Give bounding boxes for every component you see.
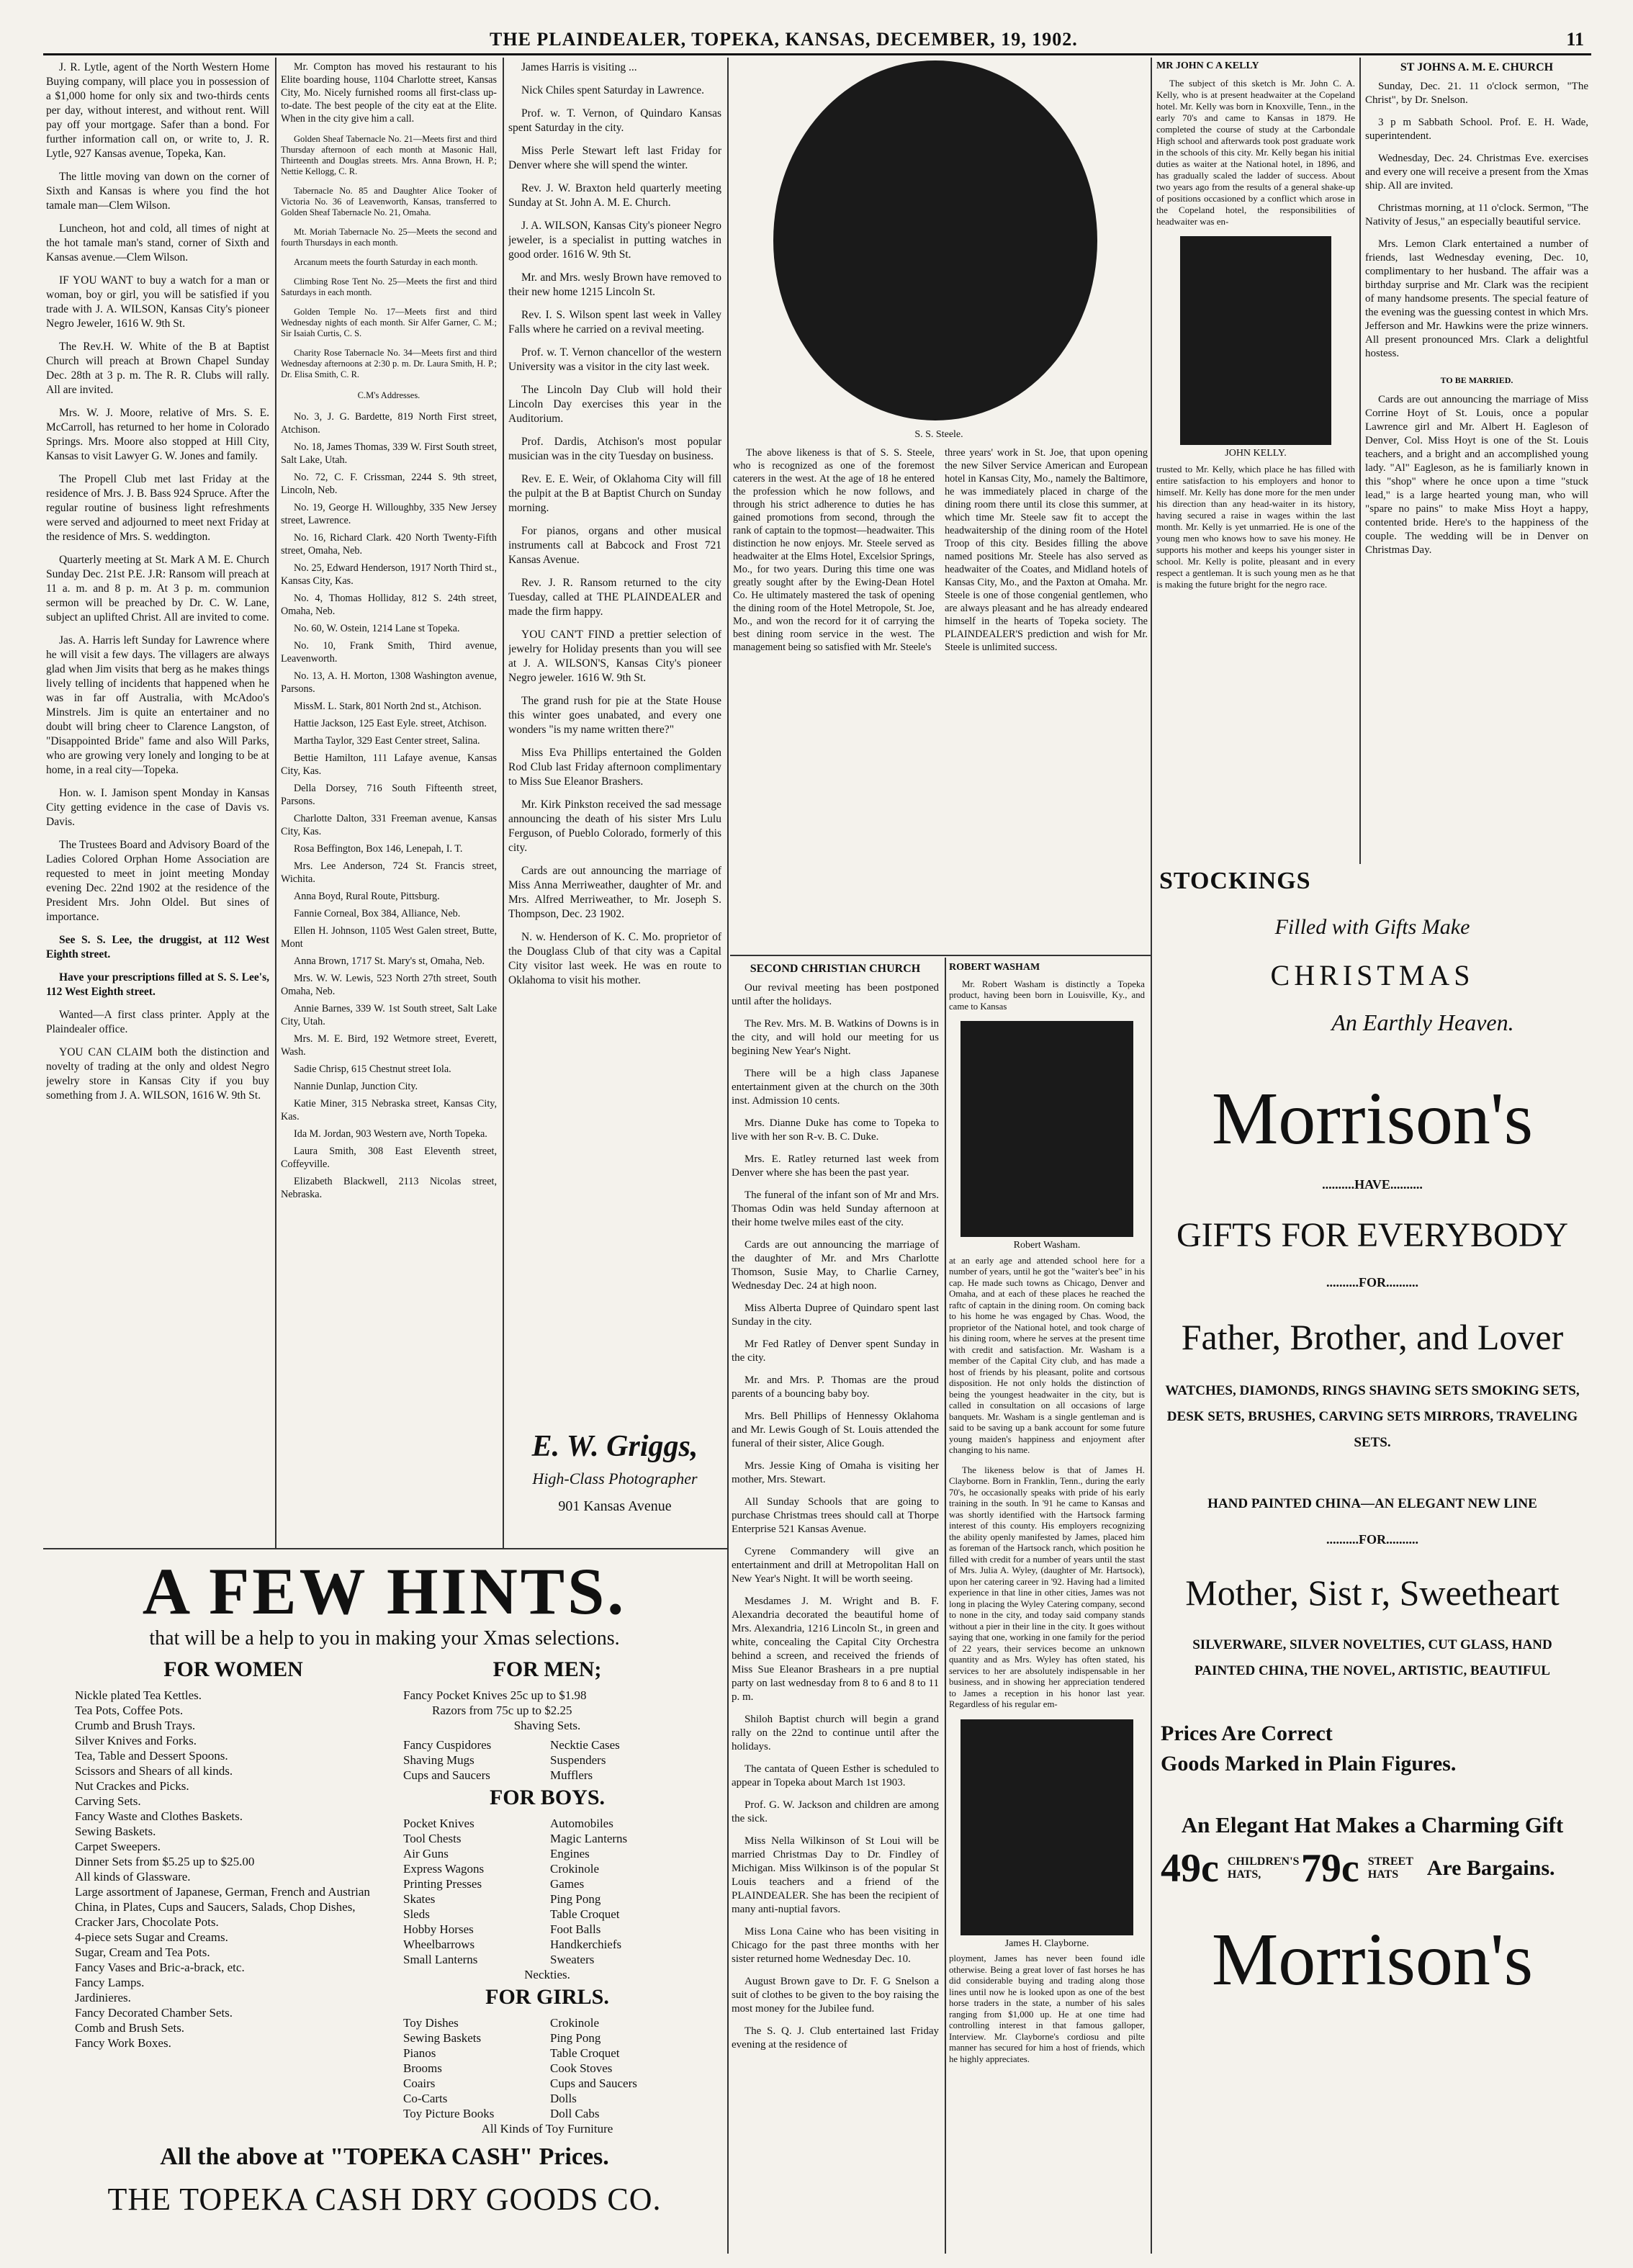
item: Hobby Horses bbox=[403, 1922, 474, 1936]
item: Silver Knives and Forks. bbox=[75, 1734, 197, 1747]
item: Shaving Sets. bbox=[513, 1719, 581, 1732]
steele-caption-box bbox=[730, 426, 1148, 444]
news-item: Have your prescriptions filled at S. S. Lee's, 112 West Eighth street. bbox=[46, 971, 269, 998]
ad-have: ..........HAVE.......... bbox=[1322, 1177, 1423, 1192]
washam-portrait bbox=[961, 1021, 1133, 1237]
news-item: Mesdames J. M. Wright and B. F. Alexandria decorated the beautiful home of Mrs. Alexandria, 1216 Lincoln St., in green and white, concealing the Capital City Orchestra behind a screen, and received the friends of Miss Sue Eleanor Brashears in a pre nuptial party on last wednesday from 8 to 6 and 8 to 11 p. m. bbox=[732, 1596, 939, 1703]
item: Pocket Knives bbox=[403, 1817, 474, 1830]
ad-family-1: Father, Brother, and Lover bbox=[1181, 1317, 1564, 1357]
ad-label-1: CHILDREN'S HATS, bbox=[1227, 1855, 1300, 1881]
item: Coairs bbox=[403, 2076, 436, 2090]
item: All Kinds of Toy Furniture bbox=[481, 2122, 613, 2136]
news-item: The Trustees Board and Advisory Board of the Ladies Colored Orphan Home Association are requested to meet in joint meeting Monday evening Dec. 22nd 1902 at the residence of the President Mrs. John Oldel. But sines of importance. bbox=[46, 839, 269, 923]
lodge-notice: Charity Rose Tabernacle No. 34—Meets first and third Wednesday afternoons at 2:30 p. m. Dr. Laura Smith, H. P.; Dr. Elisa Smith, C. R. bbox=[281, 348, 497, 379]
item: Dolls bbox=[550, 2092, 577, 2105]
item: Carving Sets. bbox=[75, 1794, 141, 1808]
item: Pianos bbox=[403, 2046, 436, 2060]
ad-christmas: CHRISTMAS bbox=[1270, 959, 1475, 991]
news-item: Prof. Dardis, Atchison's most popular musician was in the city Tuesday on business. bbox=[508, 436, 721, 462]
item: Handkerchiefs bbox=[550, 1938, 622, 1951]
hints-footer: All the above at "TOPEKA CASH" Prices. bbox=[160, 2143, 609, 2170]
hints-columns bbox=[46, 1655, 723, 2136]
item: Tea Pots, Coffee Pots. bbox=[75, 1704, 184, 1717]
kelly-portrait bbox=[1180, 236, 1331, 445]
address-entry: Elizabeth Blackwell, 2113 Nicolas street, Nebraska. bbox=[281, 1176, 497, 1200]
address-entry: No. 18, James Thomas, 339 W. First South street, Salt Lake, Utah. bbox=[281, 441, 497, 466]
hints-title: A FEW HINTS. bbox=[142, 1555, 627, 1628]
few-hints-ad bbox=[46, 1555, 723, 2246]
column-3 bbox=[508, 60, 721, 1421]
kelly-tail: trusted to Mr. Kelly, which place he has filled with entire satisfaction to his employers and honor to himself. Mr. Kelly has done more for the men under his direction than any head-waiter in its history, having secured a raise in wages within the last month. Mr. Kelly is yet unmarried. He is one of the young men who knows how to save his money. He supports his mother and keeps his younger sister in school. Mr. Kelly is polite, pleasant and in every respect a gentleman. It is such young men as he that is making the future bright for the negro race. bbox=[1156, 464, 1355, 590]
item: Fancy Lamps. bbox=[75, 1976, 145, 1989]
address-entry: Mrs. Lee Anderson, 724 St. Francis street, Wichita. bbox=[281, 860, 497, 885]
column-rule bbox=[503, 58, 504, 1548]
news-item: Christmas morning, at 11 o'clock. Sermon, "The Nativity of Jesus," an especially beautiful service. bbox=[1365, 202, 1588, 228]
column-rule bbox=[1359, 58, 1361, 864]
lodge-notice: Tabernacle No. 85 and Daughter Alice Tooker of Victoria No. 36 of Leavenworth, Kansas, transferred to Golden Sheaf Tabernacle No. 21, Omaha. bbox=[281, 186, 497, 217]
news-item: The Propell Club met last Friday at the residence of Mrs. J. B. Bass 924 Spruce. After the regular routine of business light refreshments were served and adjourned to meet next Friday at the residence of Mrs. S. weddington. bbox=[46, 473, 269, 543]
news-item: YOU CAN'T FIND a prettier selection of jewelry for Holiday presents than you will see at J. A. WILSON'S, Kansas City's pioneer Negro jeweler. 1616 W. 9th St. bbox=[508, 629, 721, 684]
item: Air Guns bbox=[403, 1847, 449, 1860]
item: All kinds of Glassware. bbox=[75, 1870, 191, 1884]
ad-family-2: Mother, Sist r, Sweetheart bbox=[1185, 1572, 1560, 1613]
news-item: Rev. I. S. Wilson spent last week in Valley Falls where he carried on a revival meeting. bbox=[508, 309, 721, 336]
kelly-paragraph: The subject of this sketch is Mr. John C. A. Kelly, who is at present headwaiter at the Copeland hotel. Mr. Kelly was born in Knoxville, Tenn., in the early 70's and came to Kansas in 1879. He completed the course of study at the Carbondale High school and afterwards took post graduate work in the schools of this city. Mr. Kelly began his initial duties as waiter at the National hotel, in 1896, and has gradually scaled the ladder of success. About two years ago from the results of a general shake-up of positions occasioned by a conflict which arose in the Copeland hotel, the responsibilities of headwaiter was en- bbox=[1156, 78, 1355, 227]
address-entry: Nannie Dunlap, Junction City. bbox=[294, 1081, 418, 1092]
hints-men-heading: FOR MEN; bbox=[492, 1657, 602, 1681]
morrisons-ad bbox=[1156, 868, 1588, 2250]
news-item: The little moving van down on the corner of Sixth and Kansas is where you find the hot tamale man—Clem Wilson. bbox=[46, 171, 269, 212]
ad-price-1: 49c bbox=[1161, 1846, 1219, 1891]
item: Sewing Baskets bbox=[403, 2031, 482, 2045]
hints-girls-heading: FOR GIRLS. bbox=[485, 1985, 609, 2009]
steele-portrait bbox=[773, 60, 1097, 420]
news-item: Sunday, Dec. 21. 11 o'clock sermon, "The Christ", by Dr. Snelson. bbox=[1365, 81, 1588, 106]
news-item: 3 p m Sabbath School. Prof. E. H. Wade, superintendent. bbox=[1365, 117, 1588, 142]
address-entry: No. 13, A. H. Morton, 1308 Washington avenue, Parsons. bbox=[281, 670, 497, 695]
news-item: Our revival meeting has been postponed until after the holidays. bbox=[732, 982, 939, 1007]
news-item: See S. S. Lee, the druggist, at 112 West Eighth street. bbox=[46, 934, 269, 960]
news-item: Cards are out announcing the marriage of Miss Corrine Hoyt of St. Louis, once a popular Lawrence girl and Mr. Albert H. Eagleson of Denver, Col. Miss Hoyt is one of the St. Louis teachers, and a bright and an accomplished young lady. "Al" Eagleson, as he is familiarly known in this "shop" where he once upon a time "stuck lead," is a large hearted young man, who will "spare no pains" to make Miss Hoyt a happy, contented bride. Here's to the happiness of the couple. The wedding will be in Denver on Christmas Day. bbox=[1365, 394, 1588, 556]
ad-bargains: Are Bargains. bbox=[1426, 1856, 1555, 1880]
lodge-notice: Mt. Moriah Tabernacle No. 25—Meets the second and fourth Thursdays in each month. bbox=[281, 227, 497, 248]
ad-label-2: STREET HATS bbox=[1367, 1855, 1413, 1881]
item: Shaving Mugs bbox=[403, 1753, 474, 1767]
address-entry: Sadie Chrisp, 615 Chestnut street Iola. bbox=[294, 1063, 451, 1075]
item: 4-piece sets Sugar and Creams. bbox=[75, 1930, 228, 1944]
news-item: Rev. E. E. Weir, of Oklahoma City will fill the pulpit at the B at Baptist Church on Sunday morning. bbox=[508, 473, 721, 514]
item: Tea, Table and Dessert Spoons. bbox=[75, 1749, 228, 1763]
ad-items-1: WATCHES, DIAMONDS, RINGS SHAVING SETS SMOKING SETS, DESK SETS, BRUSHES, CARVING SETS MIRRORS, TRAVELING SETS. bbox=[1165, 1383, 1580, 1450]
news-item: J. R. Lytle, agent of the North Western Home Buying company, will place you in possession of a $1,000 home for only six and two-thirds cents per day, without interest, and without rent. Will pay off your mortgage. Safer than a bond. For further information call on, or write to, J. R. Lytle, 927 Kansas avenue, Topeka, Kan. bbox=[46, 61, 269, 160]
page-number: 11 bbox=[1566, 29, 1584, 50]
griggs-line: High-Class Photographer bbox=[532, 1470, 698, 1488]
address-entry: Ellen H. Johnson, 1105 West Galen street, Butte, Mont bbox=[281, 925, 497, 950]
item: Fancy Waste and Clothes Baskets. bbox=[75, 1809, 243, 1823]
address-entry: Mrs. W. W. Lewis, 523 North 27th street, South Omaha, Neb. bbox=[281, 973, 497, 997]
address-entry: MissM. L. Stark, 801 North 2nd st., Atchison. bbox=[294, 701, 482, 712]
item: Express Wagons bbox=[403, 1862, 485, 1876]
address-list bbox=[281, 410, 497, 1201]
girls-grid bbox=[403, 2015, 691, 2121]
boys-grid bbox=[403, 1816, 691, 1967]
news-item: August Brown gave to Dr. F. G Snelson a suit of clothes to be given to the boy raising the most money for the Jubilee fund. bbox=[732, 1976, 939, 2015]
griggs-address: 901 Kansas Avenue bbox=[558, 1498, 672, 1514]
ad-price-row bbox=[1161, 1845, 1588, 1891]
married-heading: TO BE MARRIED. bbox=[1440, 375, 1513, 385]
news-item: Quarterly meeting at St. Mark A M. E. Church Sunday Dec. 21st P.E. J.R: Ransom will preach at 11 a. m. and 8 p. m. At 3 p. m. communion sermon will be preached by Dr. C. W. Lane, subject an uplifted Christ. All are invited to come. bbox=[46, 554, 269, 624]
item: Fancy Cuspidores bbox=[403, 1738, 492, 1752]
item: Doll Cabs bbox=[550, 2107, 600, 2120]
item: Foot Balls bbox=[550, 1922, 601, 1936]
item: Magic Lanterns bbox=[550, 1832, 628, 1845]
news-item: There will be a high class Japanese entertainment given at the church on the 30th inst. Admission 10 cents. bbox=[732, 1068, 939, 1107]
hints-store: THE TOPEKA CASH DRY GOODS CO. bbox=[107, 2182, 662, 2217]
column-2 bbox=[281, 60, 497, 1544]
item: Engines bbox=[550, 1847, 590, 1860]
washam-intro: Mr. Robert Washam is distinctly a Topeka product, having been born in Louisville, Ky., and came to Kansas bbox=[949, 978, 1145, 1012]
news-item: Cyrene Commandery will give an entertainment and drill at Metropolitan Hall on New Year's Night. It will be worth seeing. bbox=[732, 1546, 939, 1585]
item: Skates bbox=[403, 1892, 436, 1906]
ad-filled: Filled with Gifts Make bbox=[1274, 915, 1470, 939]
item: Crumb and Brush Trays. bbox=[75, 1719, 196, 1732]
address-entry: Ida M. Jordan, 903 Western ave, North Topeka. bbox=[294, 1128, 487, 1140]
item: Sweaters bbox=[550, 1953, 595, 1966]
news-item: IF YOU WANT to buy a watch for a man or woman, boy or girl, you will be satisfied if you trade with J. A. WILSON, Kansas City's pioneer Negro Jeweler, 1616 W. 9th St. bbox=[46, 274, 269, 330]
address-entry: No. 25, Edward Henderson, 1917 North Third st., Kansas City, Kas. bbox=[281, 562, 497, 587]
item: Razors from 75c up to $2.25 bbox=[432, 1704, 572, 1717]
news-item: For pianos, organs and other musical instruments call at Babcock and Frost 721 Kansas Avenue. bbox=[508, 525, 721, 566]
news-item: Miss Lona Caine who has been visiting in Chicago for the past three months with her sister returned home Wednesday Dec. 10. bbox=[732, 1926, 939, 1965]
news-item: N. w. Henderson of K. C. Mo. proprietor of the Douglass Club of that city was a Capital City visitor last week. He was en route to Oklahoma to visit his mother. bbox=[508, 931, 721, 986]
section-rule bbox=[730, 955, 1151, 956]
item: Cups and Saucers bbox=[550, 2076, 637, 2090]
item: Necktie Cases bbox=[550, 1738, 620, 1752]
news-item: Mr. and Mrs. P. Thomas are the proud parents of a bouncing baby boy. bbox=[732, 1374, 939, 1400]
item: Crokinole bbox=[550, 2016, 599, 2030]
address-entry: No. 16, Richard Clark. 420 North Twenty-Fifth street, Omaha, Neb. bbox=[281, 532, 497, 557]
ad-heaven: An Earthly Heaven. bbox=[1331, 1009, 1514, 1035]
news-item: The Rev. Mrs. M. B. Watkins of Downs is in the city, and will hold our meeting for us begining New Year's Night. bbox=[732, 1018, 939, 1057]
addresses-heading: C.M's Addresses. bbox=[357, 390, 420, 400]
column-rule bbox=[1151, 58, 1152, 2254]
news-item: Cards are out announcing the marriage of the daughter of Mr. and Mrs Charlotte Thomson, Susie May, to Charlie Carney, Wednesday Dec. 24 at high noon. bbox=[732, 1239, 939, 1292]
masthead-title: THE PLAINDEALER, TOPEKA, KANSAS, DECEMBER, 19, 1902. bbox=[490, 29, 1078, 50]
news-item: Jas. A. Harris left Sunday for Lawrence where he will visit a few days. The villagers are always glad when Jim visits that berg as he makes things lively telling of incidents that happened when he was in far off Australia, with McAdoo's Minstrels. Jim is quite an entertainer and no doubt will bring cheer to Clarence Langston, of "Disappointed Bride" fame and also Will Parks, who are growing very lonely and longing to be at home, in a real city—Topeka. bbox=[46, 634, 269, 776]
ad-price-2: 79c bbox=[1300, 1846, 1359, 1891]
news-item: Cards are out announcing the marriage of Miss Anna Merriweather, daughter of Mr. and Mrs. Alfred Merriweather, to Mr. Joseph S. Thompson, Dec. 23 1902. bbox=[508, 865, 721, 920]
news-item: Prof. G. W. Jackson and children are among the sick. bbox=[732, 1799, 939, 1824]
item: Sewing Baskets. bbox=[75, 1824, 156, 1838]
item: Scissors and Shears of all kinds. bbox=[75, 1764, 233, 1778]
news-item: All Sunday Schools that are going to purchase Christmas trees should call at Thorpe Enterprise 521 Kansas Avenue. bbox=[732, 1496, 939, 1535]
news-item: Prof. w. T. Vernon chancellor of the western University was a visitor in the city last week. bbox=[508, 346, 721, 373]
address-entry: No. 3, J. G. Bardette, 819 North First street, Atchison. bbox=[281, 411, 497, 436]
lodge-notice: Golden Sheaf Tabernacle No. 21—Meets first and third Thursday afternoon of each month at Masonic Hall, Thirteenth and Douglas streets. Mrs. Anna Brown, H. P.; Nettie Kellogg, C. R. bbox=[281, 134, 497, 176]
news-item: Mrs. E. Ratley returned last week from Denver where she has been the past year. bbox=[732, 1153, 939, 1179]
address-entry: Martha Taylor, 329 East Center street, Salina. bbox=[294, 735, 480, 747]
item: Crokinole bbox=[550, 1862, 599, 1876]
steele-text-1 bbox=[733, 446, 935, 950]
news-item: Rev. J. R. Ransom returned to the city Tuesday, called at THE PLAINDEALER and made the firm happy. bbox=[508, 577, 721, 618]
ad-hat: An Elegant Hat Makes a Charming Gift bbox=[1181, 1812, 1564, 1837]
item: Jardinieres. bbox=[75, 1991, 131, 2004]
column-rule bbox=[275, 58, 276, 1548]
masthead bbox=[43, 29, 1591, 55]
news-item: The funeral of the infant son of Mr and Mrs. Thomas Odin was held Sunday afternoon at their home twelve miles east of the city. bbox=[732, 1189, 939, 1228]
column-4 bbox=[732, 962, 939, 2251]
griggs-ad bbox=[508, 1429, 721, 1544]
kelly-heading: MR JOHN C A KELLY bbox=[1156, 60, 1259, 71]
item: Mufflers bbox=[550, 1768, 593, 1782]
kelly-caption: JOHN KELLY. bbox=[1225, 448, 1287, 459]
item: Co-Carts bbox=[403, 2092, 448, 2105]
item: Sugar, Cream and Tea Pots. bbox=[75, 1945, 210, 1959]
news-item: Wanted—A first class printer. Apply at the Plaindealer office. bbox=[46, 1009, 269, 1035]
news-item: Mr. and Mrs. wesly Brown have removed to their new home 1215 Lincoln St. bbox=[508, 271, 721, 298]
column-rule bbox=[727, 58, 729, 2254]
clayborne-tail: ployment, James has never been found idle otherwise. Being a great lover of fast horses he has did considerable buying and trading along those lines until now he is looked upon as one of the best horse traders in the state, a number of his sales ranging from $1,000 up. He at one time had controlling interest in that famous galloper, Interview. Mr. Clayborne's cordiosu and pilte manner has secured for him a host of friends, which he highly appreciates. bbox=[949, 1953, 1145, 2064]
item: Toy Dishes bbox=[403, 2016, 459, 2030]
item: Automobiles bbox=[550, 1817, 613, 1830]
news-item: YOU CAN CLAIM both the distinction and novelty of trading at the only and oldest Negro jewelry store in Kansas City if you buy something from J. A. WILSON, 1616 W. 9th St. bbox=[46, 1046, 269, 1102]
ad-morrisons: Morrison's bbox=[1211, 1077, 1534, 1160]
steele-text-2 bbox=[945, 446, 1148, 950]
ad-morrisons-2: Morrison's bbox=[1211, 1918, 1534, 2001]
news-item: Miss Alberta Dupree of Quindaro spent last Sunday in the city. bbox=[732, 1302, 939, 1328]
griggs-name: E. W. Griggs, bbox=[531, 1430, 698, 1463]
ad-gifts: GIFTS FOR EVERYBODY bbox=[1176, 1216, 1569, 1254]
item: Table Croquet bbox=[550, 1907, 620, 1921]
news-item: Mrs. W. J. Moore, relative of Mrs. S. E. McCarroll, has returned to her home in Colorado Springs. Mrs. Moore also stopped at Hill City, Kansas to visit Lawyer G. W. Jones and family. bbox=[46, 407, 269, 462]
news-item: Nick Chiles spent Saturday in Lawrence. bbox=[521, 84, 704, 96]
item: Ping Pong bbox=[550, 1892, 601, 1906]
address-entry: Charlotte Dalton, 331 Freeman avenue, Kansas City, Kas. bbox=[281, 813, 497, 837]
address-entry: Bettie Hamilton, 111 Lafaye avenue, Kansas City, Kas. bbox=[281, 752, 497, 777]
address-entry: Della Dorsey, 716 South Fifteenth street, Parsons. bbox=[281, 783, 497, 807]
ad-items-2: SILVERWARE, SILVER NOVELTIES, CUT GLASS, HAND PAINTED CHINA, THE NOVEL, ARTISTIC, BEAUTIFUL bbox=[1192, 1637, 1552, 1678]
ad-china: HAND PAINTED CHINA—AN ELEGANT NEW LINE bbox=[1207, 1496, 1537, 1511]
lodge-notice: Climbing Rose Tent No. 25—Meets the first and third Saturdays in each month. bbox=[281, 276, 497, 297]
news-item: Luncheon, hot and cold, all times of night at the hot tamale man's stand, corner of Sixth and Kansas avenue.—Clem Wilson. bbox=[46, 222, 269, 264]
item: Games bbox=[550, 1877, 585, 1891]
address-entry: Laura Smith, 308 East Eleventh street, Coffeyville. bbox=[281, 1146, 497, 1170]
item: Cook Stoves bbox=[550, 2061, 613, 2075]
hints-subtitle: that will be a help to you in making your Xmas selections. bbox=[149, 1627, 620, 1650]
hints-boys-heading: FOR BOYS. bbox=[489, 1786, 606, 1809]
item: Tool Chests bbox=[403, 1832, 462, 1845]
hints-men-boys-girls bbox=[403, 1655, 691, 2136]
item: Fancy Work Boxes. bbox=[75, 2036, 171, 2050]
item: Printing Presses bbox=[403, 1877, 482, 1891]
column-7 bbox=[1365, 60, 1588, 860]
item: Table Croquet bbox=[550, 2046, 620, 2060]
clayborne-caption: James H. Clayborne. bbox=[1004, 1938, 1089, 1949]
address-entry: Anna Brown, 1717 St. Mary's st, Omaha, Neb. bbox=[294, 955, 485, 967]
address-entry: Hattie Jackson, 125 East Eyle. street, Atchison. bbox=[294, 718, 487, 729]
lodge-notice: Golden Temple No. 17—Meets first and third Wednesday nights of each month. Sir Alfer Garner, C. M.; Sir Isaiah Curtis, C. S. bbox=[281, 307, 497, 338]
st-johns-heading: ST JOHNS A. M. E. CHURCH bbox=[1400, 61, 1554, 73]
item: Fancy Pocket Knives 25c up to $1.98 bbox=[403, 1688, 587, 1702]
item: Toy Picture Books bbox=[403, 2107, 495, 2120]
news-item: Mr Fed Ratley of Denver spent Sunday in the city. bbox=[732, 1338, 939, 1364]
news-item: Rev. J. W. Braxton held quarterly meeting Sunday at St. John A. M. E. Church. bbox=[508, 182, 721, 209]
address-entry: Rosa Beffington, Box 146, Lenepah, I. T. bbox=[294, 843, 463, 855]
ad-stockings: STOCKINGS bbox=[1159, 868, 1311, 894]
address-entry: Mrs. M. E. Bird, 192 Wetmore street, Everett, Wash. bbox=[281, 1033, 497, 1058]
address-entry: Katie Miner, 315 Nebraska street, Kansas City, Kas. bbox=[281, 1098, 497, 1122]
ad-for-1: ..........FOR.......... bbox=[1326, 1275, 1418, 1290]
address-entry: No. 19, George H. Willoughby, 335 New Jersey street, Lawrence. bbox=[281, 502, 497, 526]
news-item: J. A. WILSON, Kansas City's pioneer Negro jeweler, is a specialist in putting watches in good order. 1616 W. 9th St. bbox=[508, 220, 721, 261]
item: Cups and Saucers bbox=[403, 1768, 490, 1782]
news-item: Hon. w. I. Jamison spent Monday in Kansas City getting evidence in the case of Davis vs. Davis. bbox=[46, 787, 269, 828]
column-6 bbox=[1156, 60, 1355, 860]
news-item: Miss Eva Phillips entertained the Golden Rod Club last Friday afternoon complimentary to Miss Sue Eleanor Brashers. bbox=[508, 747, 721, 788]
address-entry: No. 4, Thomas Holliday, 812 S. 24th street, Omaha, Neb. bbox=[281, 593, 497, 617]
men-grid bbox=[403, 1737, 691, 1783]
section-rule bbox=[43, 1548, 727, 1549]
item: Suspenders bbox=[550, 1753, 606, 1767]
item: Comb and Brush Sets. bbox=[75, 2021, 185, 2035]
news-item: The grand rush for pie at the State House this winter goes unabated, and every one wonders "is my name written there?" bbox=[508, 695, 721, 736]
hints-women bbox=[46, 1655, 392, 2136]
news-item: The S. Q. J. Club entertained last Friday evening at the residence of bbox=[732, 2025, 939, 2051]
clayborne-portrait bbox=[961, 1719, 1133, 1935]
news-item: Mrs. Dianne Duke has come to Topeka to live with her son R-v. B. C. Duke. bbox=[732, 1117, 939, 1143]
address-entry: No. 60, W. Ostein, 1214 Lane st Topeka. bbox=[294, 623, 460, 634]
item: Ping Pong bbox=[550, 2031, 601, 2045]
news-item: Miss Nella Wilkinson of St Loui will be married Christmas Day to Dr. Findley of Michigan. Miss Wilkinson is of the popular St Louis teachers and a friend of the PLAINDEALER. She has been the recipient of many anti-nuptial favors. bbox=[732, 1835, 939, 1915]
item: Neckties. bbox=[524, 1968, 570, 1981]
item: Sleds bbox=[403, 1907, 430, 1921]
news-item: Wednesday, Dec. 24. Christmas Eve. exercises and every one will receive a present from the Xmas ship. All are invited. bbox=[1365, 153, 1588, 192]
item: Wheelbarrows bbox=[403, 1938, 475, 1951]
ad-goods: Goods Marked in Plain Figures. bbox=[1161, 1752, 1457, 1776]
news-item: Mrs. Bell Phillips of Hennessy Oklahoma and Mr. Lewis Gough of St. Louis attended the funeral of their sister, Alice Gough. bbox=[732, 1410, 939, 1449]
address-entry: No. 72, C. F. Crissman, 2244 S. 9th street, Lincoln, Neb. bbox=[281, 472, 497, 496]
ad-for-2: ..........FOR.......... bbox=[1326, 1532, 1418, 1547]
washam-paragraph: at an early age and attended school here for a number of years, until he got the "waiter's bee" in his cap. He made such towns as Chicago, Denver and Omaha, and at each of these places he reached the raftc of captain in the dining room. On coming back to his home he was engaged by Chas. Wood, the proprietor of the National hotel, and took charge of his dining room, where he serves at the present time with credit and satisfaction. Mr. Washam is a member of the Capital City club, and has made a host of friends by his pleasant, polite and cortsous disposition. He not only holds the distinction of being the youngest headwaiter in the city, but is called in consultation on all occasions of large banquets. Mr. Washam is a single gentleman and is said to be saving up a bank account for some future young maiden's happiness and enjoyment after changing to his name. bbox=[949, 1255, 1145, 1455]
item: Carpet Sweepers. bbox=[75, 1840, 161, 1853]
item: Nut Crackes and Picks. bbox=[75, 1779, 189, 1793]
address-entry: Anna Boyd, Rural Route, Pittsburg. bbox=[294, 891, 440, 902]
news-item: Mr. Kirk Pinkston received the sad message announcing the death of his sister Mrs Lulu Ferguson, of Pueblo Colorado, formerly of this city. bbox=[508, 798, 721, 854]
news-item: Mrs. Lemon Clark entertained a number of friends, last Wednesday evening, Dec. 10, complimentary to her husband. The affair was a birthday surprise and Mr. Clark was the recipient of many handsome presents. The special feature of the evening was the guessing contest in which Mrs. Jefferson and Mr. Hawkins were the prize winners. All present pronounced Mrs. Clark a delightful hostess. bbox=[1365, 238, 1588, 359]
steele-caption: S. S. Steele. bbox=[914, 429, 963, 440]
address-entry: Fannie Corneal, Box 384, Alliance, Neb. bbox=[294, 908, 461, 919]
address-entry: Annie Barnes, 339 W. 1st South street, Salt Lake City, Utah. bbox=[281, 1003, 497, 1027]
steele-paragraph: The above likeness is that of S. S. Steele, who is recognized as one of the foremost caterers in the west. At the age of 18 he entered the profession which he now follows, and through his strict adherence to duties he has gained promotions from second, through the rank of captain to the topmost—headwaiter. This distinction he now enjoys. Mr. Steele served as headwaiter at the Elms Hotel, Excelsior Springs, Mo., for two years. During this time one was greatly sought after by the Ewing-Dean Hotel Co. He ultimately mastered the task of opening the dining room of the Hotel Metropole, St. Joe, Mo., and won the record for it of carrying the best dining room service in the west. The management being so satisfied with Mr. Steele's bbox=[733, 447, 935, 653]
news-item: Miss Perle Stewart left last Friday for Denver where she will spend the winter. bbox=[508, 145, 721, 171]
steele-paragraph: three years' work in St. Joe, that upon opening the new Silver Service American and European hotel in Kansas City, Mo., namely the Baltimore, he was immediately placed in charge of the dining room there until its close this summer, at which time Mr. Steele saw fit to accept the headwaitership of the dining room of the Hotel Troop of this city. Besides filling the above named positions Mr. Steele has also served as headwaiter of the Coates, and Midland hotels of Kansas City, Mo., and the Paxton at Omaha. Mr. Steele is one of those congenial gentlemen, who are always pleasant and he has already endeared himself in the hearts of Topeka society. The PLAINDEALER'S prediction and wish for Mr. Steele is unlimited success. bbox=[945, 447, 1148, 653]
news-item: Mrs. Jessie King of Omaha is visiting her mother, Mrs. Stewart. bbox=[732, 1460, 939, 1485]
washam-heading: ROBERT WASHAM bbox=[949, 962, 1040, 973]
washam-caption: Robert Washam. bbox=[1013, 1240, 1081, 1251]
hints-women-heading: FOR WOMEN bbox=[163, 1657, 303, 1681]
news-item: The Lincoln Day Club will hold their Lincoln Day exercises this year in the Auditorium. bbox=[508, 384, 721, 425]
address-entry: No. 10, Frank Smith, Third avenue, Leavenworth. bbox=[281, 640, 497, 665]
news-item: The Rev.H. W. White of the B at Baptist Church will preach at Brown Chapel Sunday Dec. 28th at 3 p. m. The R. R. Clubs will rally. All are invited. bbox=[46, 341, 269, 396]
news-item: Mr. Compton has moved his restaurant to his Elite boarding house, 1104 Charlotte street, Kansas City, Mo. Nicely furnished rooms all first-class up-to-date. The best people of the city eat at the Elite. When in the city give him a call. bbox=[281, 61, 497, 125]
item: Fancy Decorated Chamber Sets. bbox=[75, 2006, 233, 2020]
lodge-notice: Arcanum meets the fourth Saturday in each month. bbox=[294, 257, 478, 267]
news-item: James Harris is visiting ... bbox=[521, 61, 637, 73]
column-1 bbox=[46, 60, 269, 1544]
news-item: Prof. w. T. Vernon, of Quindaro Kansas spent Saturday in the city. bbox=[508, 107, 721, 134]
item: Large assortment of Japanese, German, French and Austrian China, in Plates, Cups and Saucers, Salads, Chop Dishes, Cracker Jars, Chocolate Pots. bbox=[75, 1885, 370, 1929]
column-5 bbox=[949, 962, 1145, 2251]
item: Nickle plated Tea Kettles. bbox=[75, 1688, 202, 1702]
clayborne-paragraph: The likeness below is that of James H. Clayborne. Born in Franklin, Tenn., during the early 70's, he occasionally speaks with pride of his early training in the south. In '91 he came to Kansas and was shortly identified with the Hartsock farming interest of this county. His employers recognizing the ability openly manifested by James, placed him as foreman of the Hartsock ranch, which position he filled with credit for a number of years until the stast of Mrs. Julia A. Wyley, (daughter of Mr. Hartsock), upon her catering career in '92. Having had a limited experience in that line in other cities, James was not long in placing the Wyley Catering company, second to none in the city, and today said company stands without a pier in their line in the city. It goes without saying that one, working in one family for the period of 22 years, their services become an unknown quantity and as Mrs. Wyley has often stated, his services to her are absolutely indispensable in her business, and in showing her appreciation tendered to James a reception in his honor last year. Regardless of his regular em- bbox=[949, 1464, 1145, 1709]
news-item: Shiloh Baptist church will begin a grand rally on the 22nd to continue until after the holidays. bbox=[732, 1714, 939, 1752]
ad-prices: Prices Are Correct bbox=[1161, 1722, 1333, 1745]
item: Small Lanterns bbox=[403, 1953, 478, 1966]
item: Dinner Sets from $5.25 up to $25.00 bbox=[75, 1855, 255, 1868]
item: Fancy Vases and Bric-a-brack, etc. bbox=[75, 1961, 245, 1974]
column-rule bbox=[945, 958, 946, 2254]
church-heading: SECOND CHRISTIAN CHURCH bbox=[750, 963, 921, 975]
item: Brooms bbox=[403, 2061, 442, 2075]
news-item: The cantata of Queen Esther is scheduled to appear in Topeka about March 1st 1903. bbox=[732, 1763, 939, 1788]
